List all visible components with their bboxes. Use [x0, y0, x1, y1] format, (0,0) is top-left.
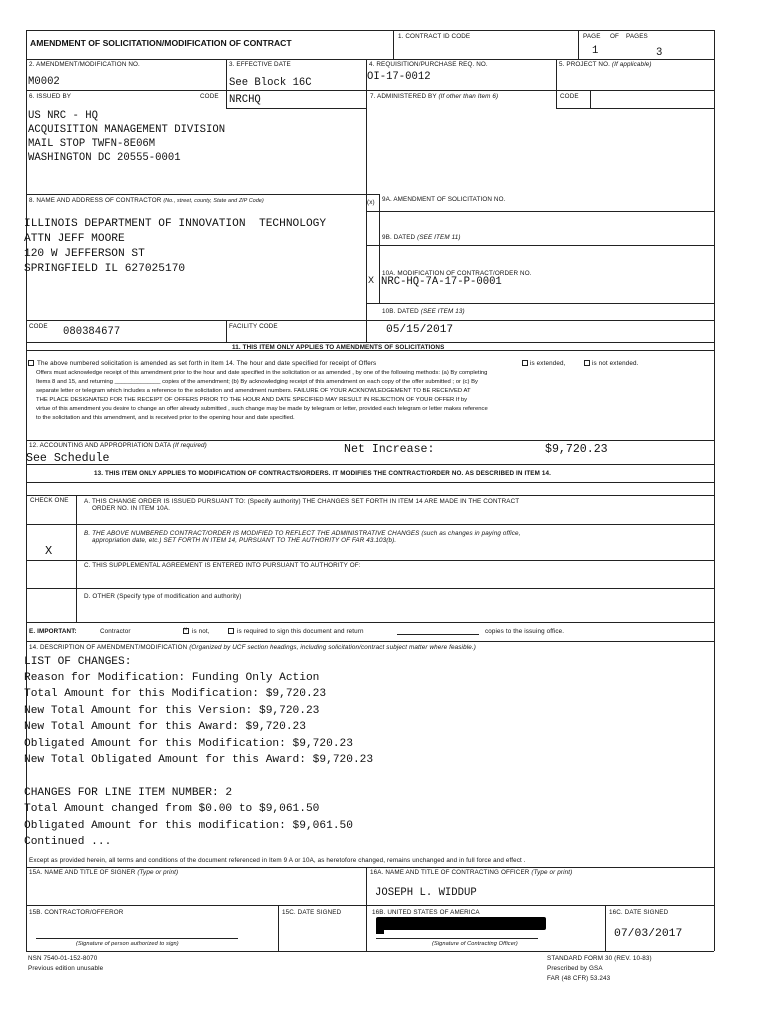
far-text: FAR (48 CFR) 53.243	[547, 975, 611, 982]
amendment-no-value: M0002	[28, 76, 60, 88]
page-label: PAGE	[583, 33, 601, 40]
net-increase-value: $9,720.23	[545, 443, 608, 456]
modification-contract-value: NRC-HQ-7A-17-P-0001	[381, 276, 502, 288]
x-column-label: (x)	[367, 199, 375, 206]
item-13a-text: A. THIS CHANGE ORDER IS ISSUED PURSUANT TO: (Specify authority) THE CHANGES SET FORTH IN ITEM 14 ARE MADE IN THE CONTRACT ORDER NO. IN ITEM 10A.	[84, 498, 520, 512]
contractor-code-label: CODE	[29, 323, 48, 330]
signature-person-caption: (Signature of person authorized to sign)	[76, 941, 179, 947]
modification-contract-label: 10A. MODIFICATION OF CONTRACT/ORDER NO.	[382, 270, 532, 277]
date-signed-15c-label: 15C. DATE SIGNED	[282, 909, 342, 916]
is-not-extended-checkbox[interactable]	[584, 360, 590, 366]
nsn-text: NSN 7540-01-152-8070	[28, 955, 98, 962]
check-one-label: CHECK ONE	[30, 497, 69, 504]
administered-code-label: CODE	[560, 93, 579, 100]
contractor-word: Contractor	[100, 628, 131, 635]
officer-signature-line	[376, 938, 538, 939]
redacted-signature	[376, 917, 546, 930]
contractor-label: 8. NAME AND ADDRESS OF CONTRACTOR (No., street, county, State and ZIP Code)	[29, 197, 264, 204]
copies-blank-line	[397, 634, 479, 635]
item-13d-text: D. OTHER (Specify type of modification and authority)	[84, 593, 242, 600]
effective-date-label: 3. EFFECTIVE DATE	[229, 61, 291, 68]
issued-by-code: NRCHQ	[229, 94, 261, 106]
requisition-label: 4. REQUISITION/PURCHASE REQ. NO.	[369, 61, 488, 68]
is-extended-label: is extended,	[530, 360, 566, 367]
usa-label: 16B. UNITED STATES OF AMERICA	[372, 909, 480, 916]
standard-form-text: STANDARD FORM 30 (REV. 10-83)	[547, 955, 652, 962]
is-required-checkbox[interactable]	[228, 628, 234, 634]
item-13b-x-mark: X	[45, 544, 53, 558]
accounting-label: 12. ACCOUNTING AND APPROPRIATION DATA (If required)	[29, 442, 207, 449]
issued-by-code-label: CODE	[200, 93, 219, 100]
is-required-label: is required to sign this document and return	[237, 628, 364, 635]
dated-9b-label: 9B. DATED (SEE ITEM 11)	[382, 234, 461, 241]
item-13c-text: C. THIS SUPPLEMENTAL AGREEMENT IS ENTERED INTO PURSUANT TO AUTHORITY OF:	[84, 562, 361, 569]
modification-x-mark: X	[368, 275, 375, 285]
contract-id-label: 1. CONTRACT ID CODE	[398, 33, 471, 40]
dated-10b-label: 10B. DATED (SEE ITEM 13)	[382, 308, 465, 315]
prescribed-text: Prescribed by GSA	[547, 965, 603, 972]
contracting-officer-name: JOSEPH L. WIDDUP	[375, 887, 477, 899]
issued-by-label: 6. ISSUED BY	[29, 93, 72, 100]
signature-officer-caption: (Signature of Contracting Officer)	[432, 941, 518, 947]
amendment-solicitation-label: 9A. AMENDMENT OF SOLICITATION NO.	[382, 196, 506, 203]
except-text: Except as provided herein, all terms and conditions of the document referenced in Item 9 A or 10A, as heretofore changed, remains unchanged and in full force and effect .	[29, 857, 526, 864]
contractor-signature-line	[36, 938, 238, 939]
accounting-value: See Schedule	[26, 452, 110, 465]
of-label: OF	[610, 33, 619, 40]
is-not-extended-label: is not extended.	[592, 360, 639, 367]
item-13-header: 13. THIS ITEM ONLY APPLIES TO MODIFICATION OF CONTRACTS/ORDERS. IT MODIFIES THE CONTRACT/ORDER NO. AS DESCRIBED IN ITEM 14.	[94, 470, 552, 477]
is-not-label: is not,	[192, 628, 210, 635]
project-no-label: 5. PROJECT NO. (If applicable)	[559, 61, 652, 68]
effective-date-value: See Block 16C	[229, 77, 312, 89]
previous-edition-text: Previous edition unusable	[28, 965, 104, 972]
administered-by-label: 7. ADMINISTERED BY (If other than Item 6)	[370, 93, 499, 100]
pages-total: 3	[656, 47, 663, 59]
date-signed-16c-value: 07/03/2017	[614, 928, 683, 940]
copies-label: copies to the issuing office.	[485, 628, 565, 635]
item-11-header: 11. THIS ITEM ONLY APPLIES TO AMENDMENTS OF SOLICITATIONS	[232, 344, 445, 351]
offers-checkbox[interactable]	[28, 360, 34, 366]
amendment-no-label: 2. AMENDMENT/MODIFICATION NO.	[29, 61, 140, 68]
date-signed-16c-label: 16C. DATE SIGNED	[609, 909, 669, 916]
redacted-signature-tail	[376, 922, 384, 934]
facility-code-label: FACILITY CODE	[229, 323, 278, 330]
is-extended-checkbox[interactable]	[522, 360, 528, 366]
important-label: E. IMPORTANT:	[29, 628, 77, 635]
net-increase-label: Net Increase:	[344, 443, 435, 456]
contractor-code-value: 080384677	[63, 326, 121, 338]
contracting-officer-label: 16A. NAME AND TITLE OF CONTRACTING OFFICER (Type or print)	[370, 869, 573, 876]
form-title: AMENDMENT OF SOLICITATION/MODIFICATION OF CONTRACT	[30, 38, 292, 48]
signer-name-label: 15A. NAME AND TITLE OF SIGNER (Type or print)	[29, 869, 179, 876]
pages-label: PAGES	[626, 33, 648, 40]
item-11-line1: The above numbered solicitation is amended as set forth in Item 14. The hour and date specified for receipt of Offers	[37, 360, 377, 367]
dated-10b-value: 05/15/2017	[386, 324, 454, 336]
item-13b-text: B. THE ABOVE NUMBERED CONTRACT/ORDER IS MODIFIED TO REFLECT THE ADMINISTRATIVE CHANGES (such as changes in paying office, appropriation date, etc.) SET FORTH IN ITEM 14, PURSUANT TO THE AUTHORITY OF FAR 43.103(b).	[84, 530, 521, 544]
is-not-check-mark: ×	[184, 627, 188, 633]
page-number: 1	[592, 45, 599, 57]
requisition-value: OI-17-0012	[367, 71, 431, 83]
contractor-offeror-label: 15B. CONTRACTOR/OFFEROR	[29, 909, 124, 916]
description-label: 14. DESCRIPTION OF AMENDMENT/MODIFICATION (Organized by UCF section headings, including solicitation/contract subject matter where feasible.)	[29, 644, 476, 651]
